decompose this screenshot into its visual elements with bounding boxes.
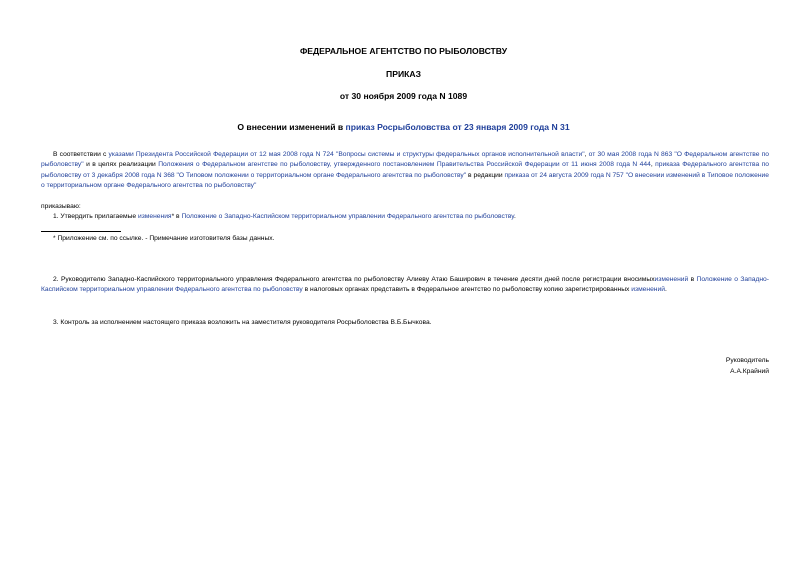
item2-text-1: 2. Руководителю Западно-Каспийского территориального управления Федерального агентства по рыболовству Алиеву Атаю Баширович в течение десяти дней после регистрации вносимых [53, 276, 655, 283]
item2-link-regulation[interactable]: Положение о Западно-Каспийском территориальном управлении Федерального агентства по рыболовству [41, 276, 769, 294]
footnote: * Приложение см. по ссылке. - Примечание изготовителя базы данных. [53, 235, 275, 242]
item1-text-2: * в [171, 213, 182, 220]
preamble-text-3: и в целях реализации [83, 161, 159, 169]
signature-position: Руководитель [725, 357, 769, 364]
signature-name: А.А.Крайний [730, 368, 769, 375]
preamble-text-1: В соответствии с [53, 151, 109, 158]
preamble-link-decree-863[interactable]: от 30 мая 2008 года N 863 "О Федеральном агентстве по рыболовству" [41, 151, 769, 169]
item2-link-registered-changes[interactable]: изменений [631, 286, 665, 294]
item2-text-2: в [688, 276, 697, 283]
item-1 [53, 212, 516, 222]
item-2 [41, 275, 769, 296]
item2-link-changes[interactable]: изменений [654, 276, 689, 283]
doc-date-number: от 30 ноября 2009 года N 1089 [339, 91, 468, 101]
agency-title: ФЕДЕРАЛЬНОЕ АГЕНТСТВО ПО РЫБОЛОВСТВУ [299, 46, 508, 56]
preamble-link-order-368[interactable]: приказа Федерального агентства по рыболовству от 3 декабря 2008 года N 368 "О Типовом положении о территориальном органе Федерального агентства по рыболовству" [41, 161, 769, 179]
doc-subject [0, 122, 807, 132]
footnote-divider [41, 231, 121, 232]
order-word: приказываю: [41, 203, 81, 210]
item1-link-changes[interactable]: изменения [137, 213, 172, 220]
item1-text-3: . [513, 213, 516, 220]
preamble-link-decree-724[interactable]: указами Президента Российской Федерации от 12 мая 2008 года N 724 "Вопросы системы и структуры федеральных органов исполнительной власти" [108, 151, 585, 158]
item1-link-regulation[interactable]: Положение о Западно-Каспийском территориальном управлении Федерального агентства по рыболовству [181, 213, 514, 220]
item2-text-4: . [664, 286, 667, 294]
subject-prefix: О внесении изменений в [237, 122, 346, 132]
item2-text-3: в налоговых органах представить в Федеральное агентство по рыболовству копию зарегистрированных [302, 286, 632, 294]
item1-text-1: 1. Утвердить прилагаемые [53, 213, 138, 220]
preamble-text-5: в редакции [466, 171, 505, 179]
preamble-paragraph [41, 150, 769, 192]
preamble-text-2: , [584, 151, 589, 158]
item-3: 3. Контроль за исполнением настоящего приказа возложить на заместителя руководителя Росрыболовства В.Б.Бычкова. [53, 319, 432, 326]
subject-link[interactable]: приказ Росрыболовства от 23 января 2009 года N 31 [345, 122, 570, 132]
preamble-link-regulation-444[interactable]: Положения о Федеральном агентстве по рыболовству, утвержденного постановлением Правительства Российской Федерации от 11 июня 2008 года N 444 [158, 161, 651, 169]
doc-type: ПРИКАЗ [386, 69, 421, 79]
preamble-link-order-757[interactable]: приказа от 24 августа 2009 года N 757 "О внесении изменений в Типовое положение о территориальном органе Федерального агентства по рыболовству" [41, 171, 769, 190]
preamble-text-4: , [650, 161, 656, 169]
